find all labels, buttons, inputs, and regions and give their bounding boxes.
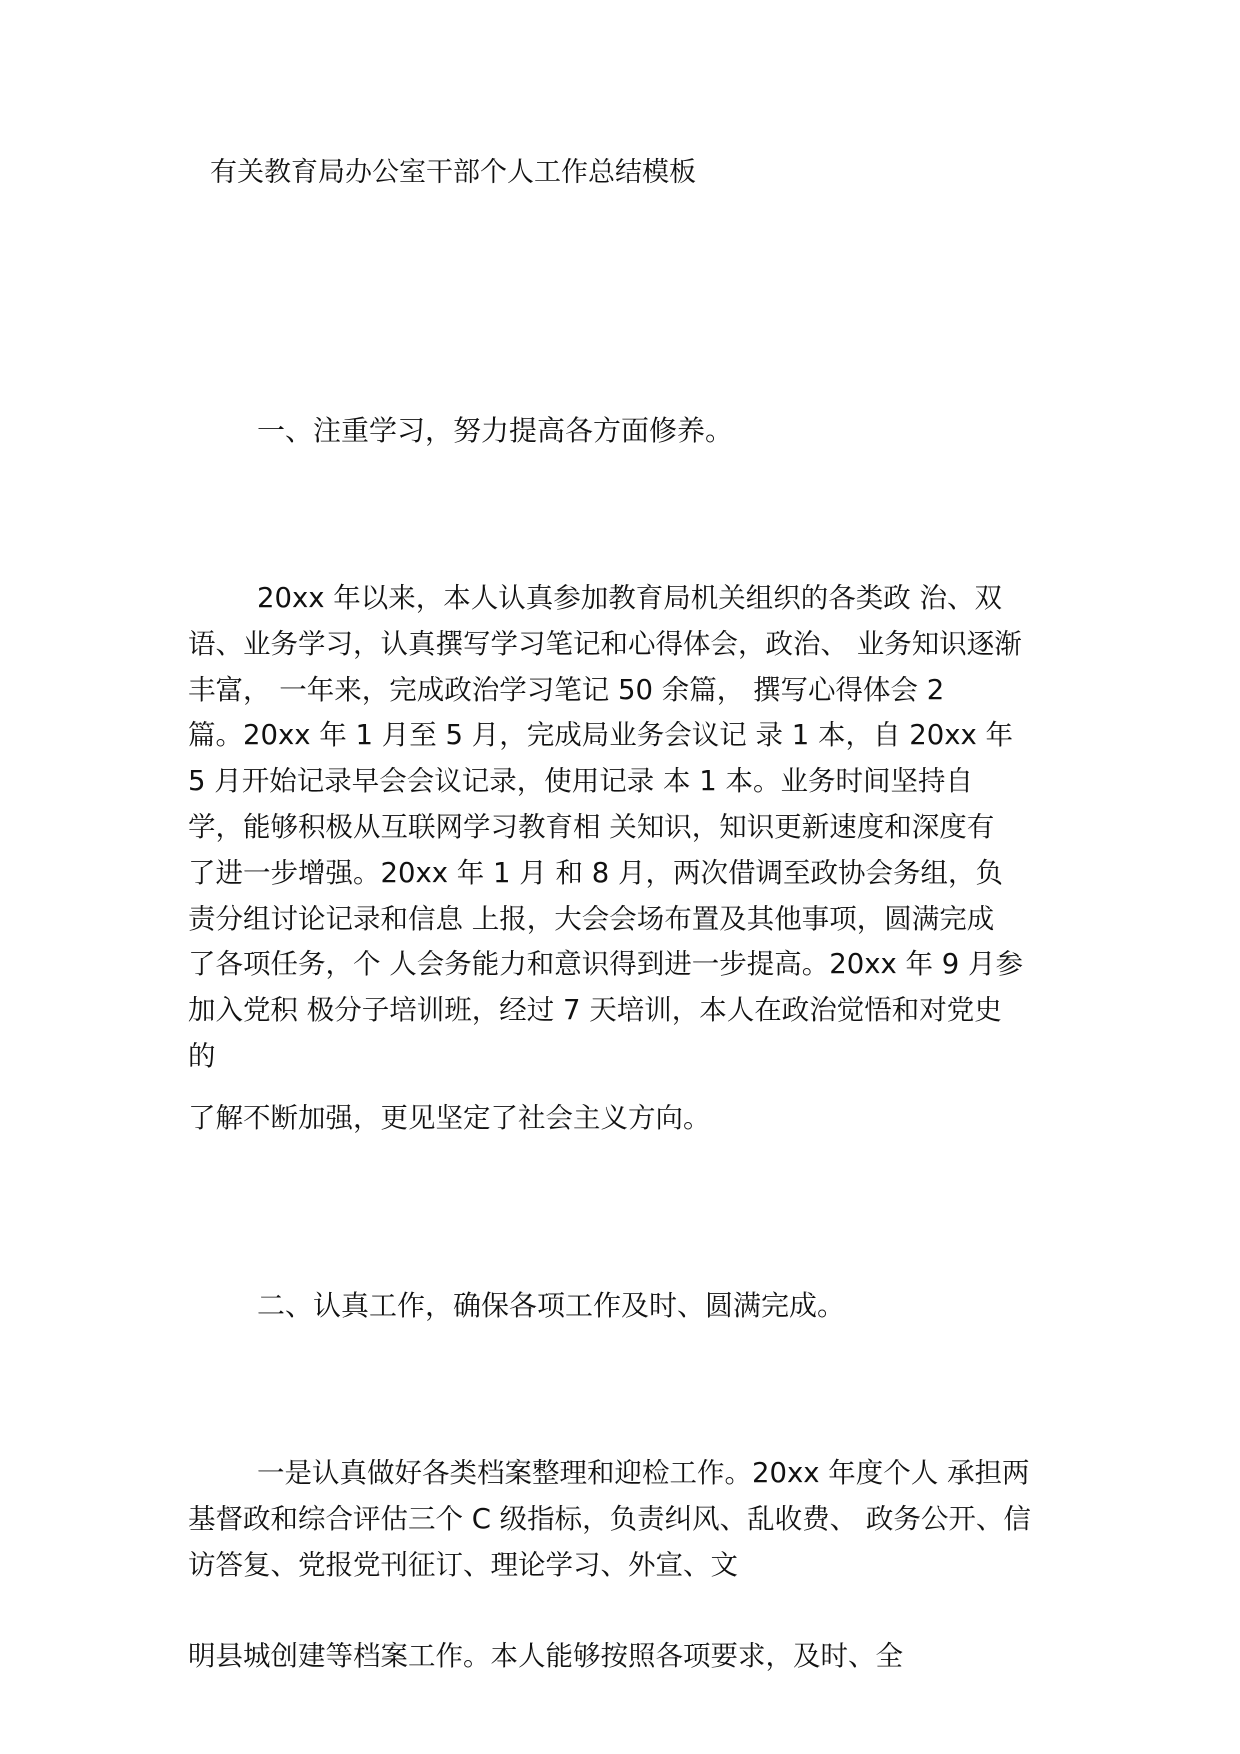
paragraph-line: 了解不断加强，更见坚定了社会主义方向。	[188, 1102, 711, 1134]
paragraph-line: 了进一步增强。20xx 年 1 月 和 8 月，两次借调至政协会务组，负	[188, 856, 1003, 889]
paragraph-line: 基督政和综合评估三个 C 级指标，负责纠风、乱收费、 政务公开、信	[188, 1502, 1031, 1535]
paragraph-line: 访答复、党报党刊征订、理论学习、外宣、文	[188, 1548, 738, 1581]
section-1-tail	[188, 1096, 1068, 1142]
section-1-paragraph	[188, 576, 1068, 1080]
section-heading-1: 一、注重学习，努力提高各方面修养。	[257, 414, 734, 447]
paragraph-line: 20xx 年以来，本人认真参加教育局机关组织的各类政 治、双	[257, 582, 1003, 614]
paragraph-line: 5 月开始记录早会会议记录，使用记录 本 1 本。业务时间坚持自	[188, 765, 973, 798]
paragraph-line: 语、业务学习，认真撰写学习笔记和心得体会，政治、 业务知识逐渐	[188, 627, 1022, 660]
paragraph-line: 一是认真做好各类档案整理和迎检工作。20xx 年度个人 承担两	[257, 1457, 1030, 1489]
paragraph-line: 学，能够积极从互联网学习教育相 关知识，知识更新速度和深度有	[188, 810, 995, 843]
paragraph-line: 的	[188, 1039, 216, 1072]
section-2-tail	[188, 1634, 1068, 1680]
paragraph-line: 了各项任务，个 人会务能力和意识得到进一步提高。20xx 年 9 月参	[188, 948, 1024, 981]
paragraph-line: 责分组讨论记录和信息 上报，大会会场布置及其他事项，圆满完成	[188, 902, 995, 935]
paragraph-line: 丰富， 一年来，完成政治学习笔记 50 余篇， 撰写心得体会 2	[188, 673, 945, 706]
paragraph-line: 篇。20xx 年 1 月至 5 月，完成局业务会议记 录 1 本，自 20xx 年	[188, 719, 1013, 752]
paragraph-line: 加入党积 极分子培训班，经过 7 天培训，本人在政治觉悟和对党史	[188, 994, 1002, 1027]
document-title: 有关教育局办公室干部个人工作总结模板	[210, 157, 696, 188]
section-2-paragraph	[188, 1451, 1068, 1588]
paragraph-line: 明县城创建等档案工作。本人能够按照各项要求，及时、全	[188, 1640, 903, 1672]
section-heading-2: 二、认真工作，确保各项工作及时、圆满完成。	[257, 1289, 846, 1322]
